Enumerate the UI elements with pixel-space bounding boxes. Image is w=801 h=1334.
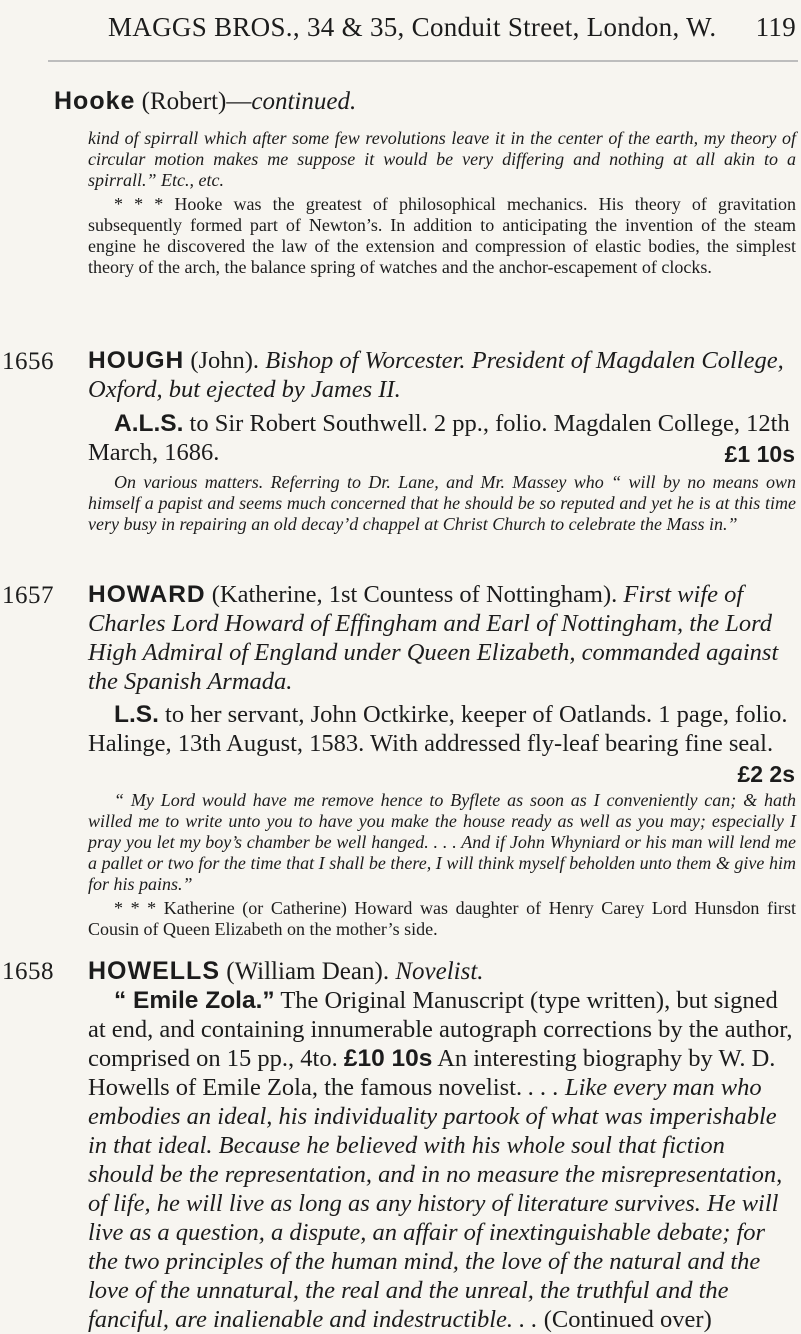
entry-title: First wife of Charles Lord Howard of Effingham and Earl of Nottingham, the Lord High Admiral of England under Queen Elizabeth, commanded against the Spanish Armada. [88,581,779,695]
entry-name: HOUGH [88,347,185,374]
item-label: L.S. [114,701,159,728]
page-number: 119 [755,12,796,42]
item-description: The Original Manuscript (type written), but signed at end, and containing innumerable autograph corrections by the author, comprised on 15 pp., 4to. [88,987,793,1072]
price: £2 2s [737,761,795,787]
continued-label: continued. [251,88,357,115]
price: £1 10s [724,441,795,467]
lot-number: 1657 [2,582,54,609]
entry-hooke-heading [54,86,356,117]
entry-title: Bishop of Worcester. President of Magdalen College, Oxford, but ejected by James II. [88,347,784,403]
entry-name: Hooke [54,87,136,115]
item-label: “ Emile Zola.” [114,987,275,1014]
entry-hooke-note: * * * Hooke was the greatest of philosophical mechanics. His theory of gravitation subsequently formed part of Newton’s. In addition to anticipating the invention of the steam engine he discovered the law of the extension and compression of elastic bodies, the simplest theory of the arch, the balance spring of watches and the anchor-escapement of clocks. [88,194,796,277]
entry-howard-quote: “ My Lord would have me remove hence to Byflete as soon as I conveniently can; & hath willed me to write unto you to have you make the house ready as well as you may; especially I pray you let my boy’s chamber be well hanged. . . . And if John Whyniard or his man will lend me a pallet or two for the time that I shall be there, I will think myself beholden unto them & give him for his pains.” [88,790,796,894]
entry-name-rest: (William Dean). [226,958,390,985]
header-rule [48,60,798,62]
lot-number: 1658 [2,958,54,985]
entry-howard [88,580,794,696]
entry-hough [88,346,794,404]
entry-name: HOWELLS [88,957,220,985]
item-description: to Sir Robert Southwell. 2 pp., folio. Magdalen College, 12th March, 1686. [88,410,790,466]
entry-howard-note: * * * Katherine (or Catherine) Howard was daughter of Henry Carey Lord Hunsdon first Cousin of Queen Elizabeth on the mother’s side. [88,898,796,939]
entry-name-rest: (John). [190,347,260,374]
continued-over: (Continued over) [543,1306,712,1333]
header-title: MAGGS BROS., 34 & 35, Conduit Street, London, W. [108,12,717,42]
entry-howells-quote: . . . Like every man who embodies an ideal, his individuality partook of what was imperishable in that ideal. Because he believed with his whole soul that fiction should be the representation, and in no measure the misrepresentation, of life, he will live as long as any history of literature survives. He will live as a question, a dispute, an affair of inextinguishable debate; for the two principles of the human mind, the love of the natural and the love of the unnatural, the real and the unreal, the truthful and the fanciful, are inalienable and indestructible. . . [88,1074,783,1333]
item-description: to her servant, John Octkirke, keeper of Oatlands. 1 page, folio. Halinge, 13th August, 1583. With addressed fly-leaf bearing fine seal. [88,701,788,757]
entry-heading [88,346,794,404]
entry-howells-item [88,986,796,1333]
lot-number: 1656 [2,348,54,375]
entry-name-rest: (Robert)— [141,88,252,115]
entry-hooke-quote: kind of spirrall which after some few revolutions leave it in the center of the earth, my theory of circular motion makes me suppose it would be very differing and nothing at all akin to a spirrall.” Etc., etc. [88,128,796,190]
page-header [108,12,798,58]
item-label: A.L.S. [114,410,184,437]
entry-name-rest: (Katherine, 1st Countess of Nottingham). [211,581,618,608]
entry-howells-heading [88,956,484,987]
entry-hough-note: On various matters. Referring to Dr. Lane, and Mr. Massey who “ will by no means own himself a papist and seems much concerned that he should be so reputed and yet he is at this time very busy in repairing an old decay’d chappel at Christ Church to celebrate the Mass in.” [88,472,796,534]
entry-name: HOWARD [88,581,206,608]
entry-heading [88,580,794,696]
price: £10 10s [343,1045,433,1072]
entry-howard-item [88,700,796,758]
entry-howells-note: An interesting biography by W. D. Howells of Emile Zola, the famous novelist. [88,1045,776,1101]
entry-title: Novelist. [395,958,484,985]
entry-hough-item [88,409,796,467]
